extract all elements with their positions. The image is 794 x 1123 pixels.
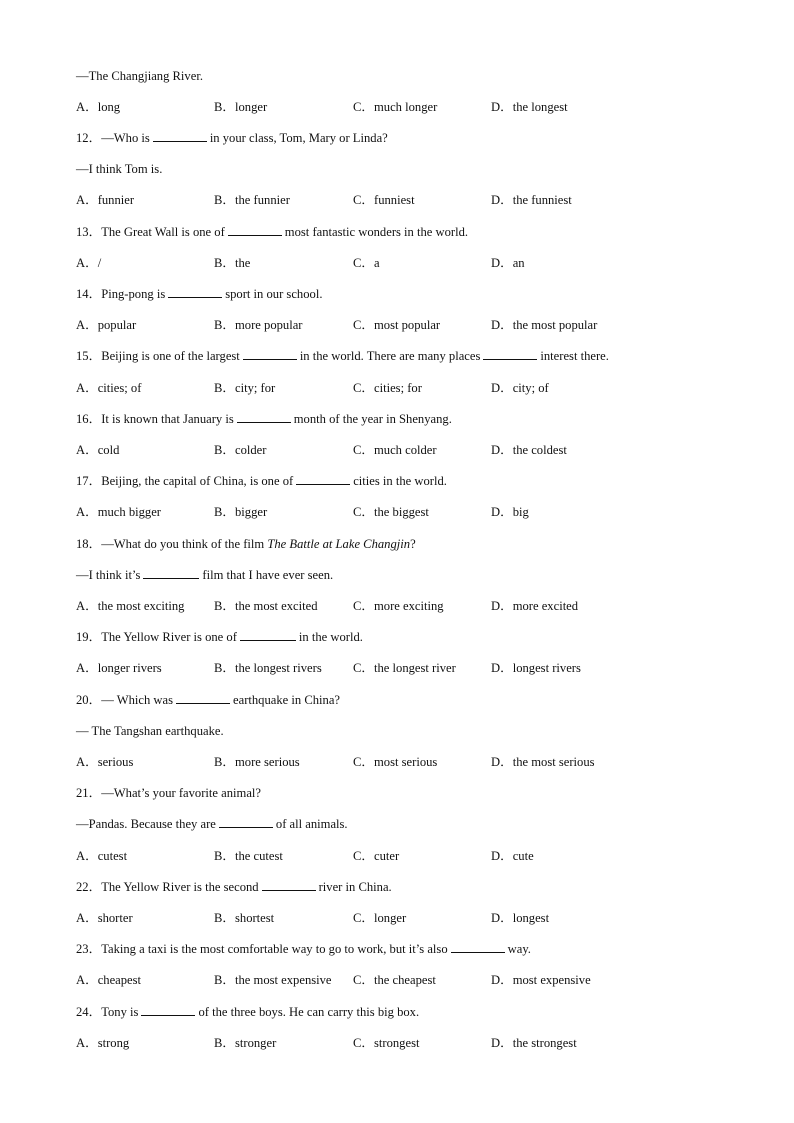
- q19-option-c[interactable]: C．the longest river: [353, 661, 456, 675]
- q13-stem: [76, 224, 468, 240]
- q20-option-c[interactable]: C．most serious: [353, 755, 438, 769]
- q15-stem: [76, 348, 609, 364]
- q20-stem-post: earthquake in China?: [233, 693, 341, 707]
- q19-option-a[interactable]: A．longer rivers: [76, 661, 162, 675]
- q18-options: [76, 598, 716, 614]
- q14-stem-pre: 14．Ping-pong is: [76, 287, 166, 301]
- q11-option-a[interactable]: A．long: [76, 100, 121, 114]
- q12-options: [76, 192, 716, 208]
- q12-stem-post: in your class, Tom, Mary or Linda?: [209, 131, 388, 145]
- q17-option-c[interactable]: C．the biggest: [353, 505, 429, 519]
- q22-options: [76, 910, 716, 926]
- answer-blank: [176, 692, 230, 704]
- q20-stem: [76, 692, 340, 708]
- q21-option-b[interactable]: B．the cutest: [214, 849, 283, 863]
- q23-option-b[interactable]: B．the most expensive: [214, 973, 332, 987]
- q14-option-d[interactable]: D．the most popular: [491, 318, 598, 332]
- q14-stem-post: sport in our school.: [225, 287, 323, 301]
- q22-option-c[interactable]: C．longer: [353, 911, 407, 925]
- q19-stem-pre: 19．The Yellow River is one of: [76, 630, 237, 644]
- q21-option-d[interactable]: D．cute: [491, 849, 534, 863]
- q12-option-a[interactable]: A．funnier: [76, 193, 135, 207]
- q13-stem-post: most fantastic wonders in the world.: [284, 225, 469, 239]
- q17-stem: [76, 473, 447, 489]
- q23-stem-post: way.: [507, 942, 531, 956]
- q11-options: [76, 99, 716, 115]
- q24-option-c[interactable]: C．strongest: [353, 1036, 420, 1050]
- q18-option-c[interactable]: C．more exciting: [353, 599, 444, 613]
- q15-stem-mid: in the world. There are many places: [299, 349, 481, 363]
- q21-answer-post: of all animals.: [275, 817, 348, 831]
- q12-answer-line: —I think Tom is.: [76, 162, 163, 176]
- q13-stem-pre: 13．The Great Wall is one of: [76, 225, 225, 239]
- q18-answer-post: film that I have ever seen.: [202, 568, 334, 582]
- q22-option-d[interactable]: D．longest: [491, 911, 550, 925]
- q15-option-d[interactable]: D．city; of: [491, 381, 549, 395]
- q22-stem-post: river in China.: [318, 880, 392, 894]
- q24-option-b[interactable]: B．stronger: [214, 1036, 277, 1050]
- q20-stem-pre: 20．— Which was: [76, 693, 174, 707]
- answer-blank: [483, 348, 537, 360]
- q12-option-b[interactable]: B．the funnier: [214, 193, 290, 207]
- q24-option-a[interactable]: A．strong: [76, 1036, 130, 1050]
- q13-option-b[interactable]: B．the: [214, 256, 251, 270]
- q13-options: [76, 255, 716, 271]
- q19-stem-post: in the world.: [298, 630, 363, 644]
- q18-option-a[interactable]: A．the most exciting: [76, 599, 185, 613]
- q18-answer-line: [76, 567, 333, 583]
- q20-option-a[interactable]: A．serious: [76, 755, 134, 769]
- q22-option-a[interactable]: A．shorter: [76, 911, 133, 925]
- q14-options: [76, 317, 716, 333]
- q18-stem-pre: 18．—What do you think of the film: [76, 537, 265, 551]
- q12-stem-pre: 12．—Who is: [76, 131, 150, 145]
- q14-option-a[interactable]: A．popular: [76, 318, 137, 332]
- q15-option-b[interactable]: B．city; for: [214, 381, 276, 395]
- q15-option-c[interactable]: C．cities; for: [353, 381, 422, 395]
- q16-option-a[interactable]: A．cold: [76, 443, 120, 457]
- q21-option-a[interactable]: A．cutest: [76, 849, 128, 863]
- q11-option-d[interactable]: D．the longest: [491, 100, 568, 114]
- q17-option-a[interactable]: A．much bigger: [76, 505, 161, 519]
- q23-stem: [76, 941, 531, 957]
- answer-blank: [219, 816, 273, 828]
- answer-blank: [168, 286, 222, 298]
- q17-option-d[interactable]: D．big: [491, 505, 529, 519]
- answer-blank: [451, 941, 505, 953]
- q16-stem-pre: 16．It is known that January is: [76, 412, 234, 426]
- q19-option-b[interactable]: B．the longest rivers: [214, 661, 322, 675]
- q15-options: [76, 380, 716, 396]
- q16-stem: [76, 411, 452, 427]
- q14-option-c[interactable]: C．most popular: [353, 318, 441, 332]
- q21-options: [76, 848, 716, 864]
- q16-options: [76, 442, 716, 458]
- q19-option-d[interactable]: D．longest rivers: [491, 661, 581, 675]
- q17-stem-post: cities in the world.: [353, 474, 447, 488]
- q23-option-d[interactable]: D．most expensive: [491, 973, 591, 987]
- q21-stem: 21．—What’s your favorite animal?: [76, 786, 262, 800]
- answer-blank: [237, 411, 291, 423]
- q11-answer-line: —The Changjiang River.: [76, 69, 203, 83]
- q24-options: [76, 1035, 716, 1051]
- q19-options: [76, 660, 716, 676]
- q11-option-c[interactable]: C．much longer: [353, 100, 438, 114]
- q24-stem: [76, 1004, 419, 1020]
- q12-option-d[interactable]: D．the funniest: [491, 193, 572, 207]
- q22-option-b[interactable]: B．shortest: [214, 911, 275, 925]
- q16-option-d[interactable]: D．the coldest: [491, 443, 567, 457]
- answer-blank: [262, 879, 316, 891]
- q20-options: [76, 754, 716, 770]
- q24-stem-post: of the three boys. He can carry this big box.: [198, 1005, 420, 1019]
- q18-stem-post: ?: [410, 537, 416, 551]
- q18-option-b[interactable]: B．the most excited: [214, 599, 318, 613]
- q15-stem-pre: 15．Beijing is one of the largest: [76, 349, 240, 363]
- q13-option-a[interactable]: A．/: [76, 256, 102, 270]
- answer-blank: [240, 629, 296, 641]
- q17-options: [76, 504, 716, 520]
- q20-option-d[interactable]: D．the most serious: [491, 755, 595, 769]
- q18-option-d[interactable]: D．more excited: [491, 599, 579, 613]
- answer-blank: [153, 130, 207, 142]
- q21-answer-pre: —Pandas. Because they are: [76, 817, 216, 831]
- q16-option-b[interactable]: B．colder: [214, 443, 267, 457]
- q20-option-b[interactable]: B．more serious: [214, 755, 300, 769]
- q21-option-c[interactable]: C．cuter: [353, 849, 400, 863]
- q23-option-c[interactable]: C．the cheapest: [353, 973, 436, 987]
- q19-stem: [76, 629, 363, 645]
- q23-stem-pre: 23．Taking a taxi is the most comfortable way to go to work, but it’s also: [76, 942, 448, 956]
- q18-answer-pre: —I think it’s: [76, 568, 141, 582]
- q14-stem: [76, 286, 322, 302]
- q21-answer-line: [76, 816, 348, 832]
- q24-option-d[interactable]: D．the strongest: [491, 1036, 577, 1050]
- q11-option-b[interactable]: B．longer: [214, 100, 268, 114]
- q18-stem: [76, 536, 416, 552]
- q13-option-d[interactable]: D．an: [491, 256, 525, 270]
- q17-option-b[interactable]: B．bigger: [214, 505, 268, 519]
- answer-blank: [228, 224, 282, 236]
- q15-option-a[interactable]: A．cities; of: [76, 381, 142, 395]
- q12-stem: [76, 130, 388, 146]
- q22-stem: [76, 879, 392, 895]
- film-title: The Battle at Lake Changjin: [267, 537, 411, 551]
- answer-blank: [243, 348, 297, 360]
- q16-option-c[interactable]: C．much colder: [353, 443, 437, 457]
- q12-option-c[interactable]: C．funniest: [353, 193, 415, 207]
- q20-answer-line: — The Tangshan earthquake.: [76, 724, 224, 738]
- q23-option-a[interactable]: A．cheapest: [76, 973, 142, 987]
- q24-stem-pre: 24．Tony is: [76, 1005, 139, 1019]
- q23-options: [76, 972, 716, 988]
- answer-blank: [141, 1004, 195, 1016]
- answer-blank: [143, 567, 199, 579]
- q22-stem-pre: 22．The Yellow River is the second: [76, 880, 259, 894]
- q17-stem-pre: 17．Beijing, the capital of China, is one of: [76, 474, 294, 488]
- q14-option-b[interactable]: B．more popular: [214, 318, 303, 332]
- q15-stem-post: interest there.: [540, 349, 609, 363]
- answer-blank: [296, 473, 350, 485]
- q13-option-c[interactable]: C．a: [353, 256, 380, 270]
- q16-stem-post: month of the year in Shenyang.: [293, 412, 452, 426]
